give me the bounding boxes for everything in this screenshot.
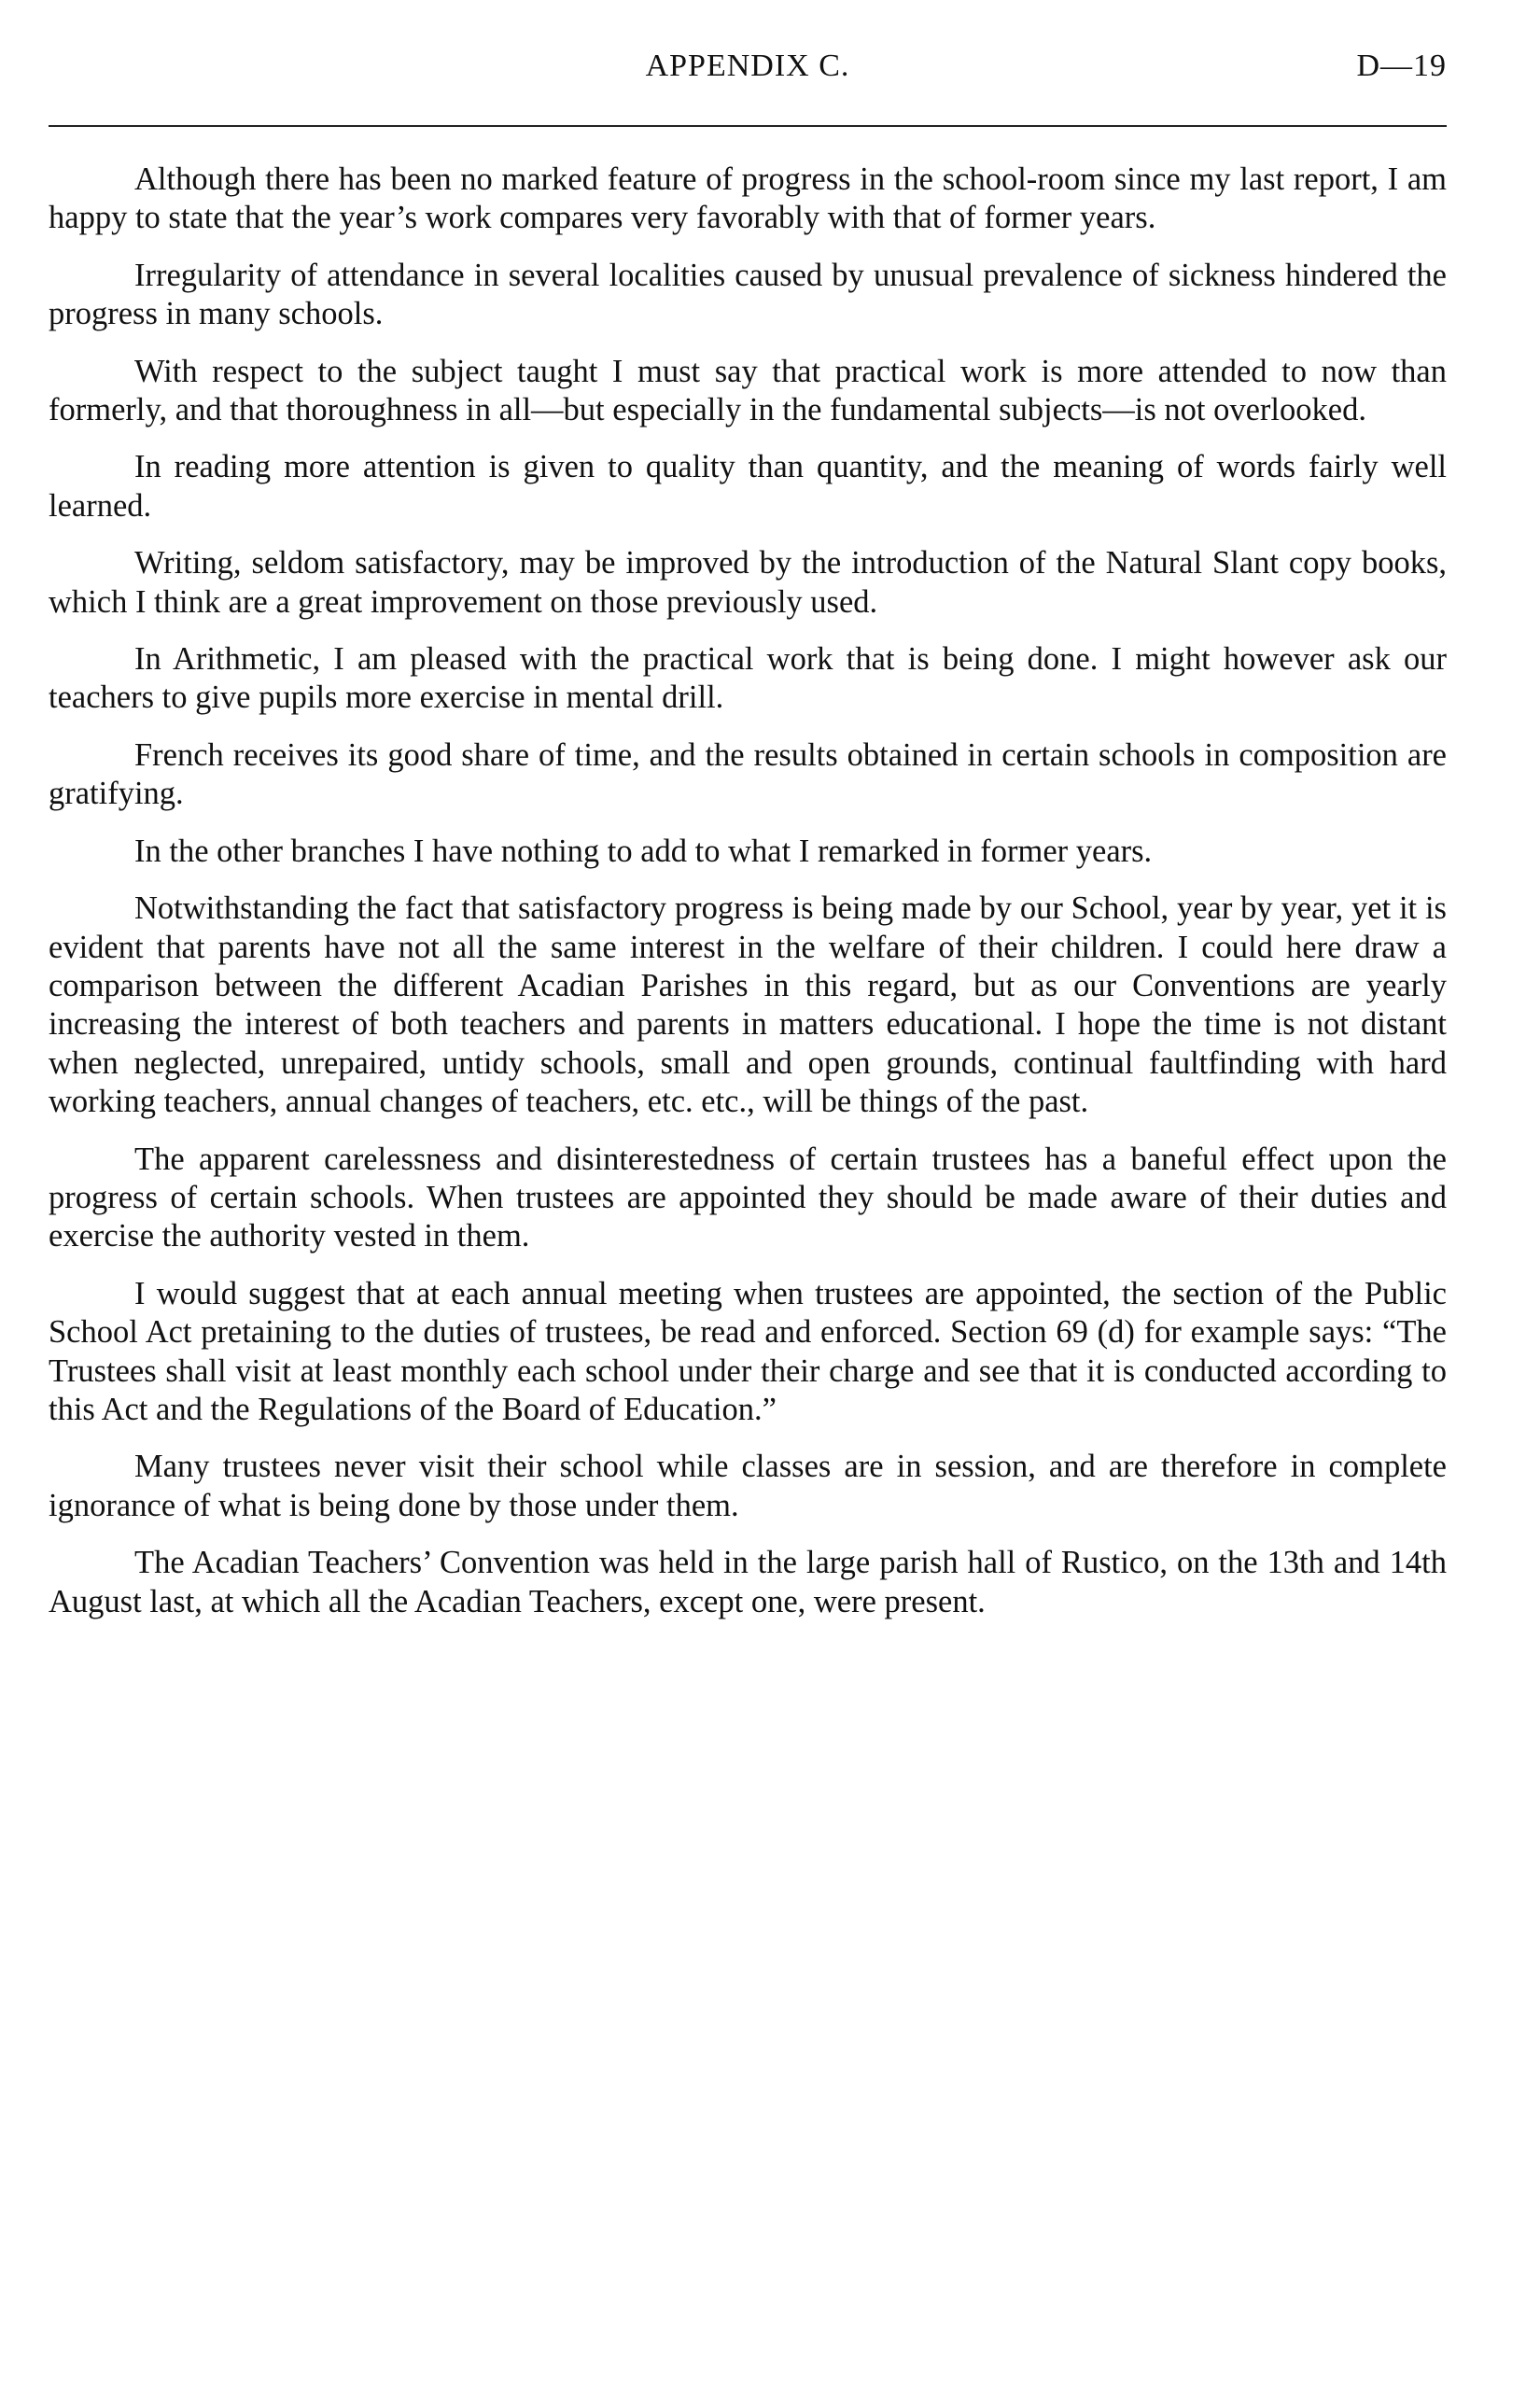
paragraph: Although there has been no marked feature of progress in the school-room since my last report, I am happy to state that the year’s work compares very favorably with that of former years. [49,161,1447,236]
body-text [49,161,1447,1621]
paragraph: With respect to the subject taught I must say that practical work is more attended to now than formerly, and that thoroughness in all—but especially in the fundamental subjects—is not overlooked. [49,353,1447,428]
paragraph: In the other branches I have nothing to add to what I remarked in former years. [134,833,1153,869]
paragraph: I would suggest that at each annual meeting when trustees are appointed, the section of the Public School Act pretaining to the duties of trustees, be read and enforced. Section 69 (d) for example says: “The Trustees shall visit at least monthly each school under their charge and see that it is conducted according to this Act and the Regulations of the Board of Education.” [49,1275,1447,1427]
paragraph: Notwithstanding the fact that satisfactory progress is being made by our School, year by year, yet it is evident that parents have not all the same interest in the welfare of their children. I could here draw a comparison between the different Acadian Parishes in this regard, but as our Conventions are yearly increasing the interest of both teachers and parents in matters educational. I hope the time is not distant when neglected, unrepaired, untidy schools, small and open grounds, continual faultfinding with hard working teachers, annual changes of teachers, etc. etc., will be things of the past. [49,890,1447,1120]
paragraph: The apparent carelessness and disinterestedness of certain trustees has a baneful effect upon the progress of certain schools. When trustees are appointed they should be made aware of their duties and exercise the authority vested in them. [49,1141,1447,1254]
paragraph: In Arithmetic, I am pleased with the practical work that is being done. I might however ask our teachers to give pupils more exercise in mental drill. [49,641,1447,716]
paragraph: The Acadian Teachers’ Convention was held in the large parish hall of Rustico, on the 13th and 14th August last, at which all the Acadian Teachers, except one, were present. [49,1545,1447,1619]
paragraph: Writing, seldom satisfactory, may be improved by the introduction of the Natural Slant copy books, which I think are a great improvement on those previously used. [49,545,1447,620]
running-title: APPENDIX C. [645,49,850,83]
page-number: D—19 [1356,49,1447,83]
header-rule [49,125,1447,127]
paragraph: Many trustees never visit their school while classes are in session, and are therefore in complete ignorance of what is being done by those under them. [49,1449,1447,1523]
page-header [49,49,1447,91]
paragraph: In reading more attention is given to quality than quantity, and the meaning of words fairly well learned. [49,449,1447,524]
paragraph: French receives its good share of time, and the results obtained in certain schools in composition are gratifying. [49,736,1447,812]
paragraph: Irregularity of attendance in several localities caused by unusual prevalence of sickness hindered the progress in many schools. [49,257,1447,332]
